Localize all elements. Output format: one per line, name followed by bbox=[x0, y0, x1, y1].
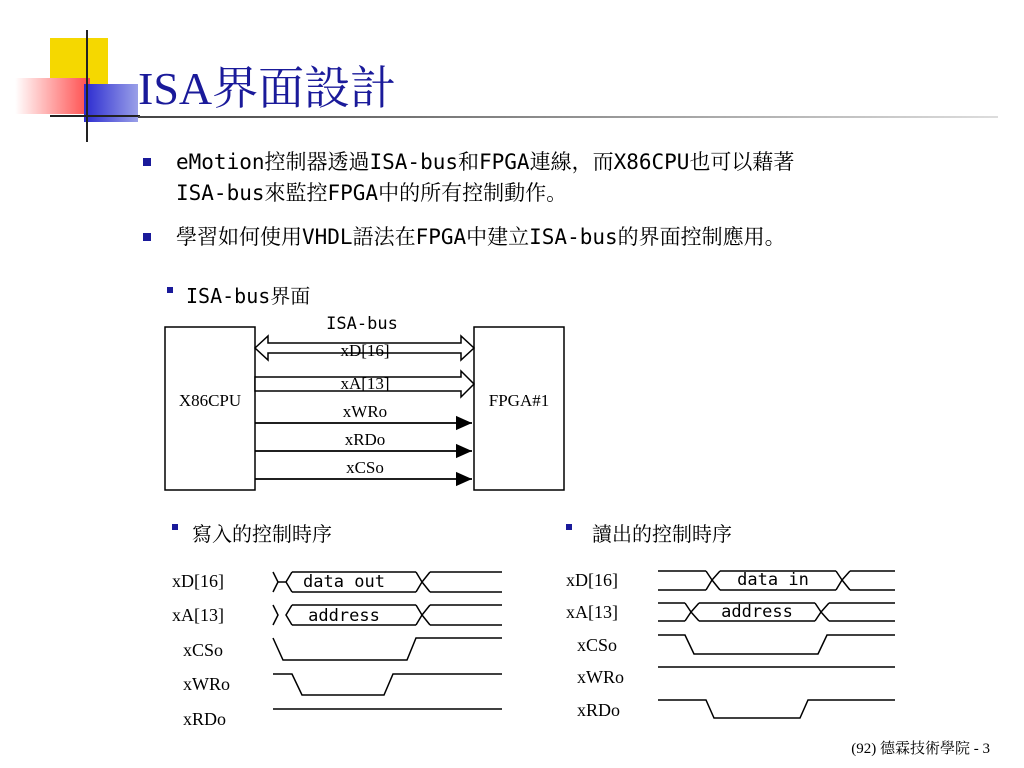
write-data-label: data out bbox=[303, 572, 385, 592]
read-xA-label: xA[13] bbox=[566, 602, 618, 622]
signal-xWRo-label: xWRo bbox=[342, 402, 388, 421]
read-xRDo-label: xRDo bbox=[577, 700, 621, 720]
cpu-label: X86CPU bbox=[178, 391, 242, 410]
write-xD-label: xD[16] bbox=[172, 571, 224, 591]
read-data-label: data in bbox=[737, 570, 809, 590]
bus-diagram-heading: ISA-bus界面 bbox=[186, 284, 311, 308]
read-timing-heading: 讀出的控制時序 bbox=[592, 522, 732, 546]
write-xCSo-label: xCSo bbox=[183, 640, 224, 660]
read-xWRo-label: xWRo bbox=[577, 667, 624, 687]
signal-xRDo-label: xRDo bbox=[344, 430, 386, 449]
signal-xA-label: xA[13] bbox=[340, 374, 390, 393]
write-timing-heading: 寫入的控制時序 bbox=[192, 522, 332, 546]
read-address-label: address bbox=[721, 602, 793, 622]
bullet-2: 學習如何使用VHDL語法在FPGA中建立ISA-bus的界面控制應用。 bbox=[176, 225, 786, 249]
read-xCSo-label: xCSo bbox=[577, 635, 618, 655]
read-xD-label: xD[16] bbox=[566, 570, 618, 590]
signal-xD-label: xD[16] bbox=[340, 341, 390, 360]
write-xWRo-label: xWRo bbox=[183, 674, 230, 694]
bullet-1-line-2: ISA-bus來監控FPGA中的所有控制動作。 bbox=[176, 181, 568, 205]
write-xA-label: xA[13] bbox=[172, 605, 224, 625]
fpga-label: FPGA#1 bbox=[488, 391, 550, 410]
write-address-label: address bbox=[308, 606, 380, 626]
signal-xCSo-label: xCSo bbox=[346, 458, 384, 477]
isa-bus-label: ISA-bus bbox=[326, 314, 398, 334]
page-title: ISA界面設計 bbox=[138, 63, 397, 114]
bullet-1-line-1: eMotion控制器透過ISA-bus和FPGA連線，而X86CPU也可以藉著 bbox=[176, 150, 795, 174]
slide-footer: (92) 德霖技術學院 - 3 bbox=[851, 741, 990, 757]
write-xRDo-label: xRDo bbox=[183, 709, 227, 729]
